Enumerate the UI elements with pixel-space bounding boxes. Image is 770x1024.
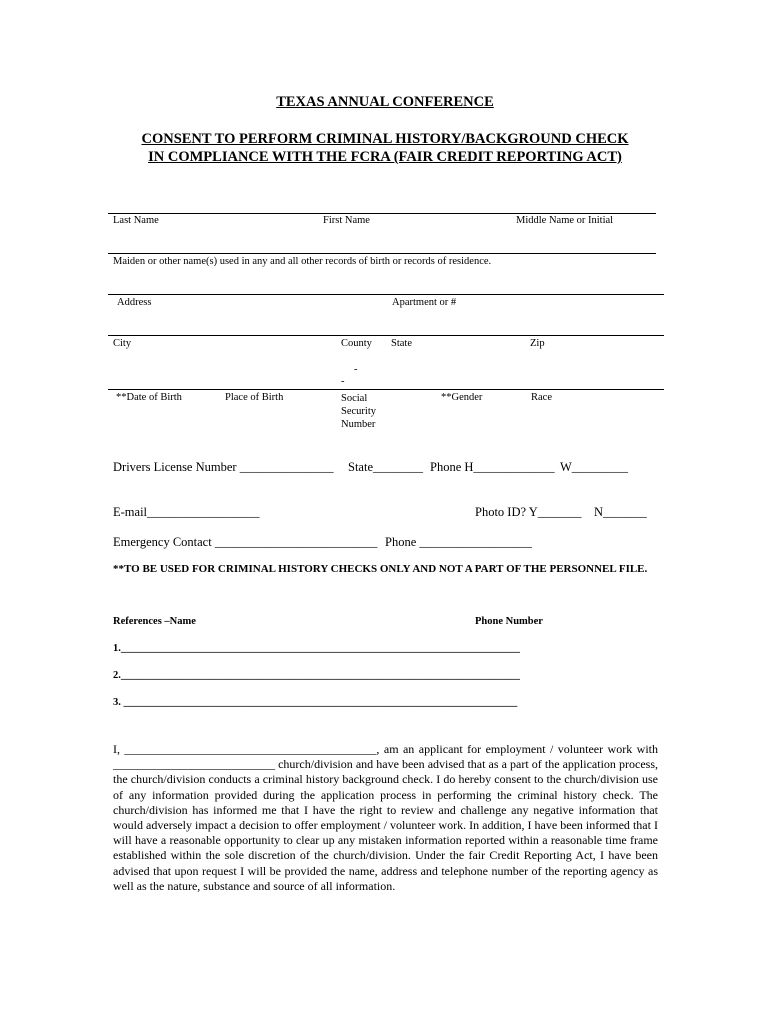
first-name-label: First Name (323, 215, 370, 226)
place-of-birth-label: Place of Birth (225, 392, 284, 403)
ssn-label-line-1: Social (341, 393, 368, 404)
zip-label: Zip (530, 338, 545, 349)
form-title (0, 130, 770, 166)
date-of-birth-label: **Date of Birth (116, 392, 182, 403)
state-label: State (391, 338, 412, 349)
dash-mark: - (341, 376, 345, 387)
criminal-history-note: **TO BE USED FOR CRIMINAL HISTORY CHECKS ONLY AND NOT A PART OF THE PERSONNEL FILE. (113, 563, 648, 575)
form-title-line-1: CONSENT TO PERFORM CRIMINAL HISTORY/BACKGROUND CHECK (141, 131, 629, 147)
last-name-label: Last Name (113, 215, 159, 226)
address-label: Address (117, 297, 152, 308)
ssn-label-line-2: Security (341, 406, 376, 417)
middle-name-label: Middle Name or Initial (516, 215, 614, 226)
county-label: County (341, 338, 372, 349)
work-phone-field[interactable]: W_________ (560, 460, 629, 474)
race-label: Race (531, 392, 552, 403)
maiden-name-line[interactable] (108, 253, 656, 254)
reference-row[interactable]: 1.____________________________________________________________________________ (113, 643, 520, 654)
city-line[interactable] (108, 335, 664, 336)
home-phone-field[interactable]: Phone H_____________ (430, 460, 555, 474)
name-line[interactable] (108, 213, 656, 214)
city-label: City (113, 338, 132, 349)
photo-id-yes-field[interactable]: Photo ID? Y_______ (475, 505, 582, 519)
apartment-label: Apartment or # (392, 297, 457, 308)
ssn-label (341, 392, 376, 431)
reference-row[interactable]: 2.____________________________________________________________________________ (113, 670, 520, 681)
emergency-contact-field[interactable]: Emergency Contact __________________________ (113, 535, 378, 549)
address-line[interactable] (108, 294, 664, 295)
references-name-header: References –Name (113, 616, 196, 627)
maiden-name-label: Maiden or other name(s) used in any and all other records of birth or records of residence. (113, 256, 492, 267)
organization-title: TEXAS ANNUAL CONFERENCE (276, 94, 494, 110)
email-field[interactable]: E-mail__________________ (113, 505, 260, 519)
references-phone-header: Phone Number (475, 616, 543, 627)
reference-row[interactable]: 3. ___________________________________________________________________________ (113, 697, 518, 708)
ssn-label-line-3: Number (341, 419, 376, 430)
form-title-line-2: IN COMPLIANCE WITH THE FCRA (FAIR CREDIT REPORTING ACT) (148, 149, 622, 165)
photo-id-no-field[interactable]: N_______ (594, 505, 647, 519)
drivers-license-field[interactable]: Drivers License Number _______________ (113, 460, 334, 474)
gender-label: **Gender (441, 392, 483, 403)
birth-info-line[interactable] (108, 389, 664, 390)
consent-paragraph: I, __________________________________________, am an applicant for employment / volunteer work with ___________________________ church/division and have been advised that as a part of the application process, the church/division conducts a criminal history background check. I do hereby consent to the church/division use of any information provided during the application process in performing the criminal history check. The church/division has informed me that I have the right to review and challenge any negative information that would adversely impact a decision to offer employment / volunteer work. In addition, I have been informed that I will have a reasonable opportunity to clear up any mistaken information reported within a reasonable time frame established within the sole discretion of the church/division. Under the fair Credit Reporting Act, I have been advised that upon request I will be provided the name, address and telephone number of the reporting agency as well as the nature, substance and source of all information. (113, 742, 658, 893)
emergency-phone-field[interactable]: Phone __________________ (385, 535, 532, 549)
dl-state-field[interactable]: State________ (348, 460, 423, 474)
dash-mark: - (354, 364, 358, 375)
